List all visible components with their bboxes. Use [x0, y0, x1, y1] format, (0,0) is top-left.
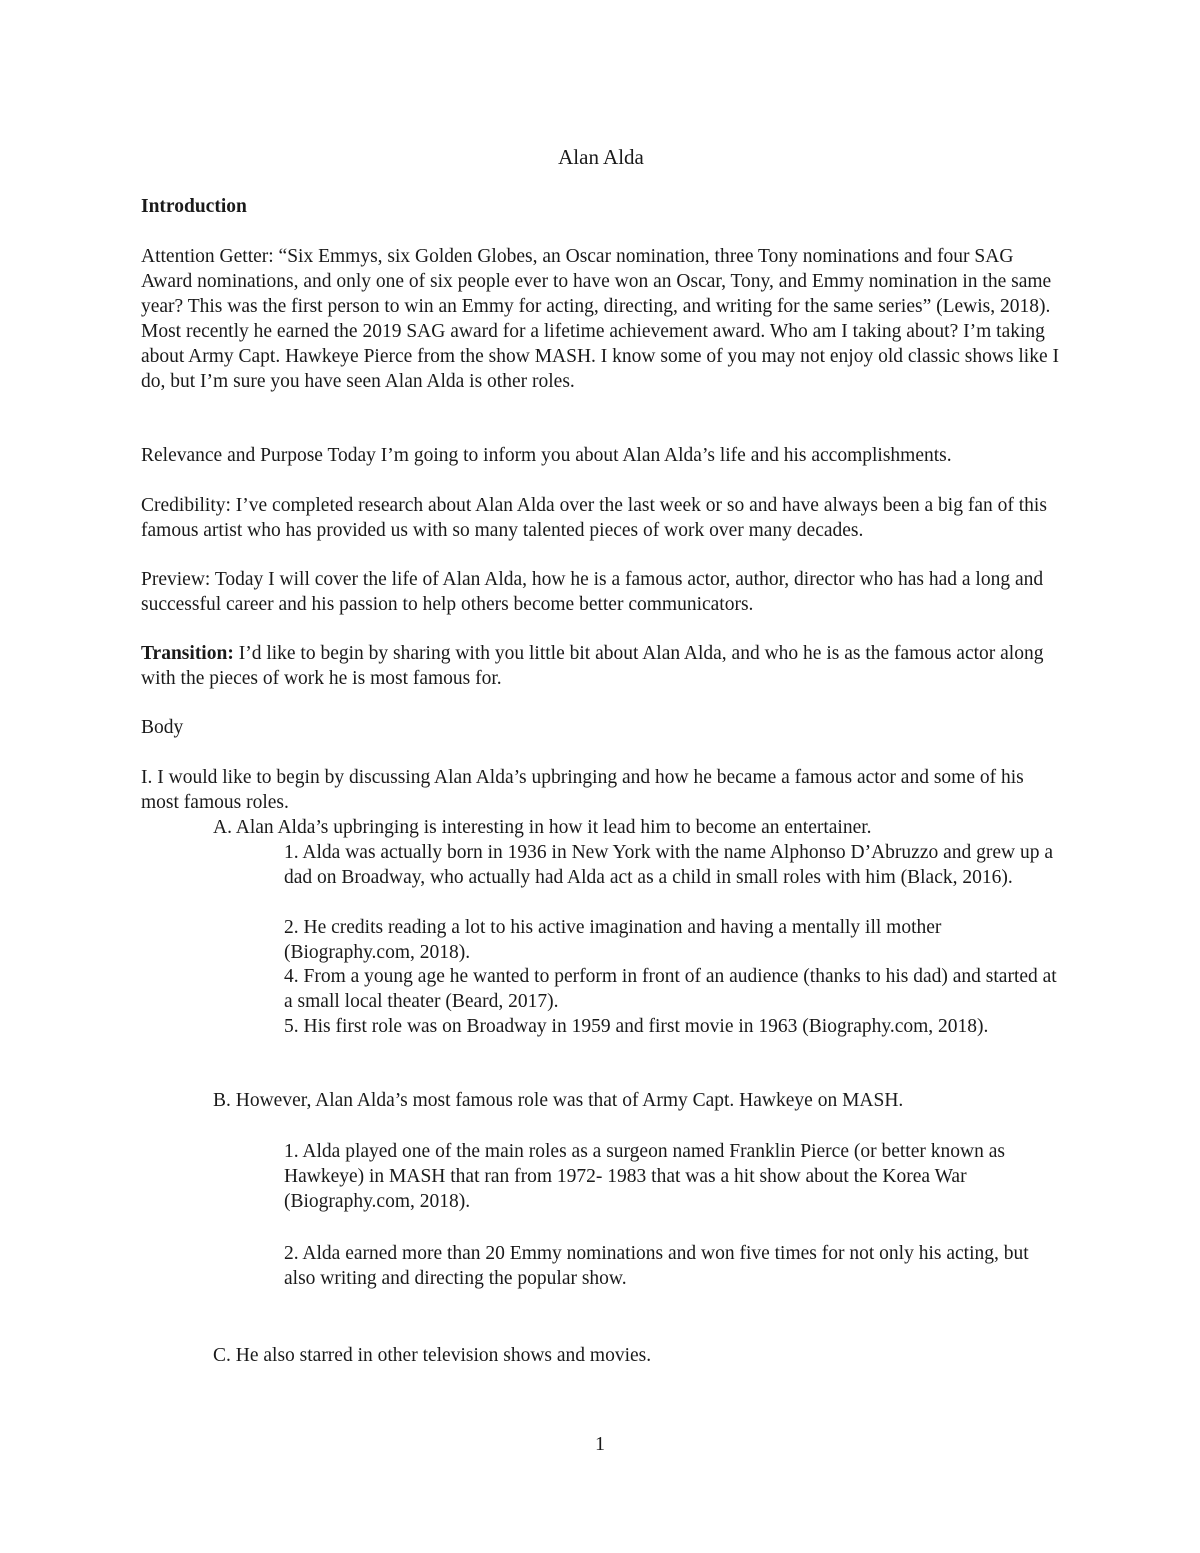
page-number: 1 [595, 1433, 605, 1455]
transition-label: Transition: [141, 643, 234, 664]
page-title: Alan Alda [558, 145, 644, 169]
transition-text: I’d like to begin by sharing with you little bit about Alan Alda, and who he is as the famous actor along with the pieces of work he is most famous for. [141, 643, 1044, 689]
outline-point-A4: 4. From a young age he wanted to perform in front of an audience (thanks to his dad) and started at a small local theater (Beard, 2017). [284, 966, 1057, 1012]
outline-point-B: B. However, Alan Alda’s most famous role was that of Army Capt. Hawkeye on MASH. [213, 1090, 904, 1111]
credibility-paragraph: Credibility: I’ve completed research about Alan Alda over the last week or so and have always been a big fan of this famous artist who has provided us with so many talented pieces of work over many decades. [141, 495, 1047, 541]
outline-point-I: I. I would like to begin by discussing Alan Alda’s upbringing and how he became a famous actor and some of his most famous roles. [141, 767, 1024, 813]
attention-getter-paragraph: Attention Getter: “Six Emmys, six Golden Globes, an Oscar nomination, three Tony nominations and four SAG Award nominations, and only one of six people ever to have won an Oscar, Tony, and Emmy nomination in the same year? This was the first person to win an Emmy for acting, directing, and writing for the same series” (Lewis, 2018). Most recently he earned the 2019 SAG award for a lifetime achievement award. Who am I taking about? I’m taking about Army Capt. Hawkeye Pierce from the show MASH. I know some of you may not enjoy old classic shows like I do, but I’m sure you have seen Alan Alda is other roles. [141, 246, 1059, 392]
outline-point-B2: 2. Alda earned more than 20 Emmy nominations and won five times for not only his acting, but also writing and directing the popular show. [284, 1243, 1029, 1289]
intro-heading: Introduction [141, 196, 247, 217]
outline-point-C: C. He also starred in other television shows and movies. [213, 1345, 652, 1366]
outline-point-A2: 2. He credits reading a lot to his active imagination and having a mentally ill mother (Biography.com, 2018). [284, 917, 942, 963]
transition-paragraph [141, 641, 1061, 691]
outline-point-A: A. Alan Alda’s upbringing is interesting in how it lead him to become an entertainer. [213, 817, 872, 838]
body-heading: Body [141, 717, 184, 738]
outline-point-B1: 1. Alda played one of the main roles as a surgeon named Franklin Pierce (or better known as Hawkeye) in MASH that ran from 1972- 1983 that was a hit show about the Korea War (Biography.com, 2018). [284, 1141, 1005, 1212]
outline-point-A5: 5. His first role was on Broadway in 1959 and first movie in 1963 (Biography.com, 2018). [284, 1016, 989, 1037]
outline-point-A1: 1. Alda was actually born in 1936 in New York with the name Alphonso D’Abruzzo and grew up a dad on Broadway, who actually had Alda act as a child in small roles with him (Black, 2016). [284, 842, 1054, 888]
preview-paragraph: Preview: Today I will cover the life of Alan Alda, how he is a famous actor, author, director who has had a long and successful career and his passion to help others become better communicators. [141, 569, 1044, 615]
relevance-paragraph: Relevance and Purpose Today I’m going to inform you about Alan Alda’s life and his accomplishments. [141, 445, 952, 466]
